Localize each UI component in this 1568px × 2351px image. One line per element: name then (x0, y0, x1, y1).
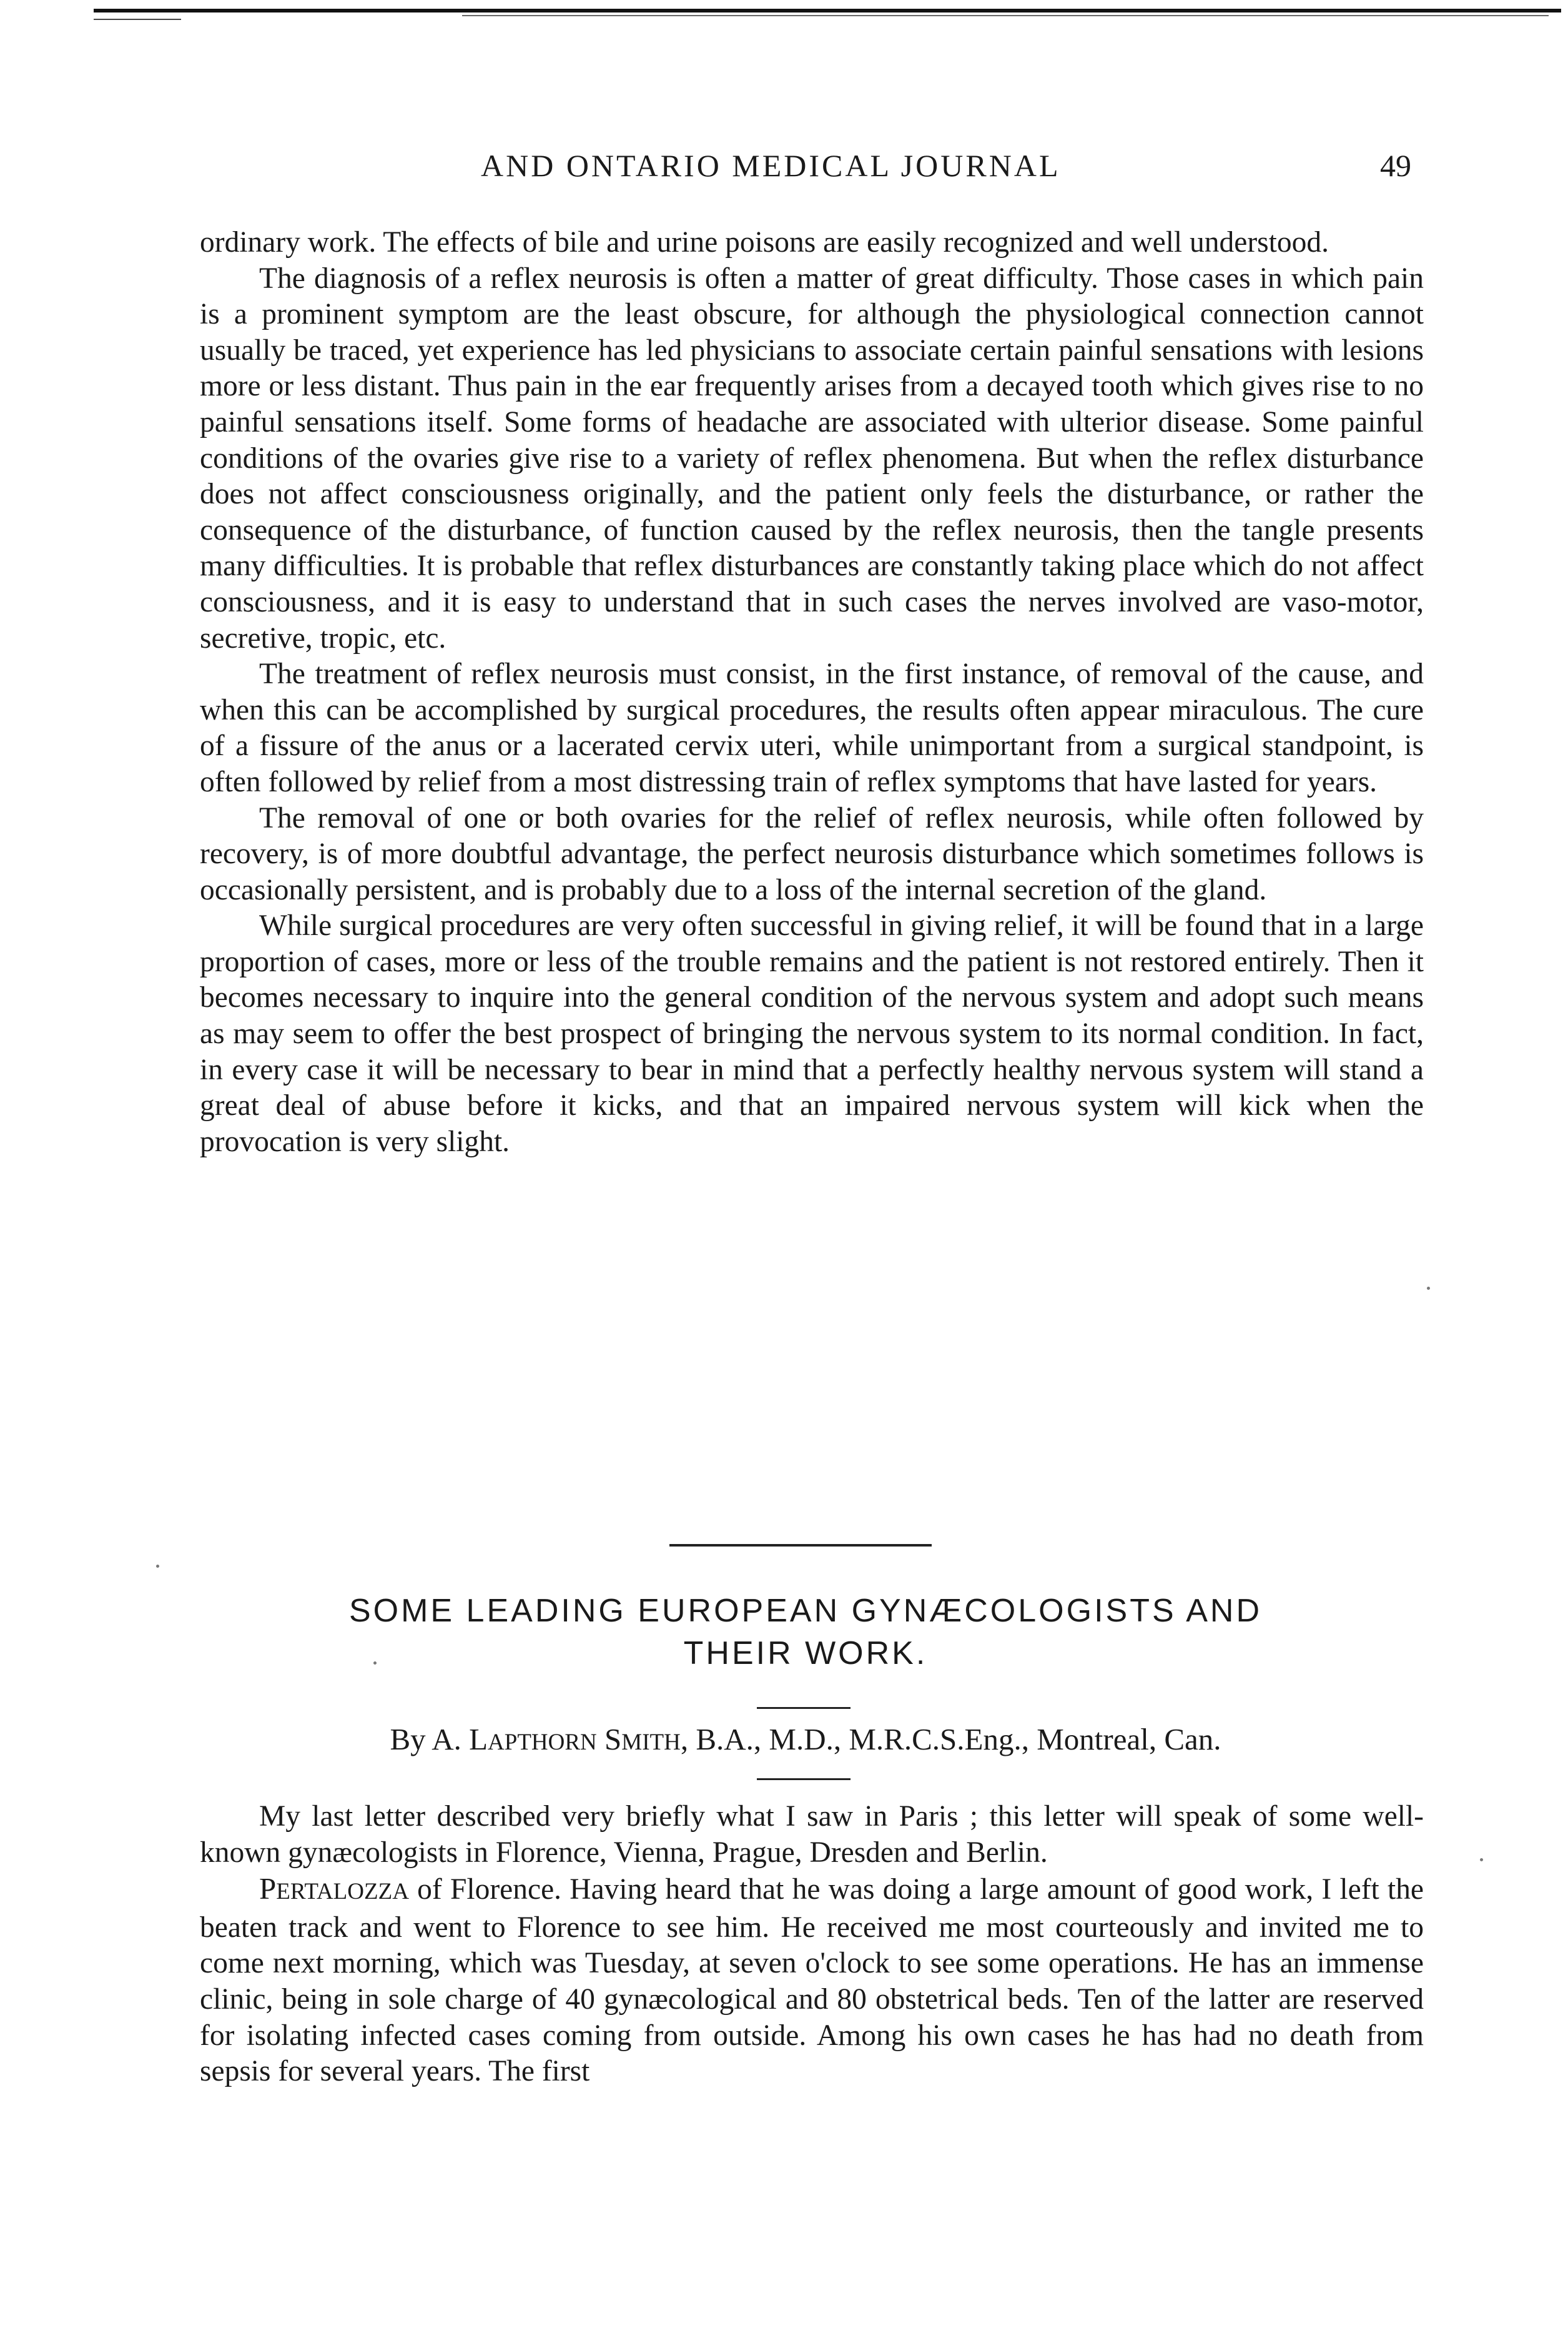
print-speck (1427, 1287, 1430, 1290)
author-first-name-initial: L (469, 1722, 488, 1756)
article-title (237, 1590, 1374, 1675)
paragraph: The diagnosis of a reflex neurosis is often a matter of great difficulty. Those cases in which pain is a prominent symptom are the least obscure, for although the physiological connection cannot usually be traced, yet experience has led physicians to associate certain painful sensations with lesions more or less distant. Thus pain in the ear frequently arises from a decayed tooth which gives rise to no painful sensations itself. Some forms of headache are associated with ulterior disease. Some painful conditions of the ovaries give rise to a variety of reflex phenomena. But when the reflex disturbance does not affect consciousness originally, and the patient only feels the disturbance, or rather the consequence of the disturbance, of function caused by the reflex neurosis, then the tangle presents many difficulties. It is probable that reflex disturbances are constantly taking place which do not affect consciousness, and it is easy to understand that in such cases the nerves involved are vaso-motor, secretive, tropic, etc. (200, 262, 1424, 655)
author-surname-initial: S (604, 1722, 622, 1756)
name-initial: P (259, 1871, 277, 1906)
print-speck (1480, 1858, 1483, 1861)
author-surname-rest: MITH (621, 1730, 681, 1755)
article-title-line: SOME LEADING EUROPEAN GYNÆCOLOGISTS AND (348, 1593, 1263, 1629)
print-speck (156, 1565, 159, 1568)
article-title-line: THEIR WORK. (683, 1635, 928, 1671)
paragraph (200, 1871, 1424, 2090)
paragraph: While surgical procedures are very often successful in giving relief, it will be found that in a large proportion of cases, more or less of the trouble remains and the patient is not restored entirely. Then it becomes necessary to inquire into the general condition of the nervous system and adopt such means as may seem to offer the best prospect of bringing the nervous system to its normal condition. In fact, in every case it will be necessary to bear in mind that a perfectly healthy nervous system will stand a great deal of abuse before it kicks, and that an impaired nervous system will kick when the provocation is very slight. (200, 909, 1424, 1158)
byline (250, 1718, 1361, 1764)
byline-rule (757, 1778, 851, 1780)
title-rule (757, 1707, 851, 1709)
paragraph: The treatment of reflex neurosis must consist, in the first instance, of removal of the cause, and when this can be accomplished by surgical procedures, the results often appear miraculous. The cure of a fissure of the anus or a lacerated cervix uteri, while unimportant from a surgical standpoint, is often followed by relief from a most distressing train of reflex symptoms that have lasted for years. (200, 658, 1424, 798)
section-separator (669, 1544, 932, 1547)
top-border-rule-thin (462, 15, 1549, 16)
journal-title: AND ONTARIO MEDICAL JOURNAL (481, 148, 1061, 183)
author-first-name-rest: APTHORN (488, 1730, 597, 1755)
top-border-rule (94, 9, 1561, 12)
author-credentials: , B.A., M.D., M.R.C.S.Eng., Montreal, Can. (680, 1722, 1221, 1756)
continued-article-text (200, 225, 1424, 1160)
paragraph: The removal of one or both ovaries for the relief of reflex neurosis, while often followed by recovery, is of more doubtful advantage, the perfect neurosis disturbance which sometimes follows is occasionally persistent, and is probably due to a loss of the internal secretion of the gland. (200, 801, 1424, 906)
paragraph: My last letter described very briefly what I saw in Paris ; this letter will speak of some well-known gynæcologists in Florence, Vienna, Prague, Dresden and Berlin. (200, 1800, 1424, 1869)
print-speck (373, 1661, 377, 1665)
byline-by: By A. (390, 1722, 470, 1756)
page-number: 49 (1380, 148, 1411, 183)
article-body (200, 1799, 1424, 2090)
top-border-rule-fragment (94, 19, 181, 20)
paragraph: ordinary work. The effects of bile and urine poisons are easily recognized and well understood. (200, 226, 1329, 259)
running-head (206, 147, 1449, 197)
name-rest: ERTALOZZA (276, 1879, 409, 1905)
paragraph-text: of Florence. Having heard that he was doing a large amount of good work, I left the beaten track and went to Florence to see him. He received me most courteously and invited me to come next morning, which was Tuesday, at seven o'clock to see some operations. He has an immense clinic, being in sole charge of 40 gynæcological and 80 obstetrical beds. Ten of the latter are reserved for isolating infected cases coming from outside. Among his own cases he has had no death from sepsis for several years. The first (200, 1873, 1424, 2088)
